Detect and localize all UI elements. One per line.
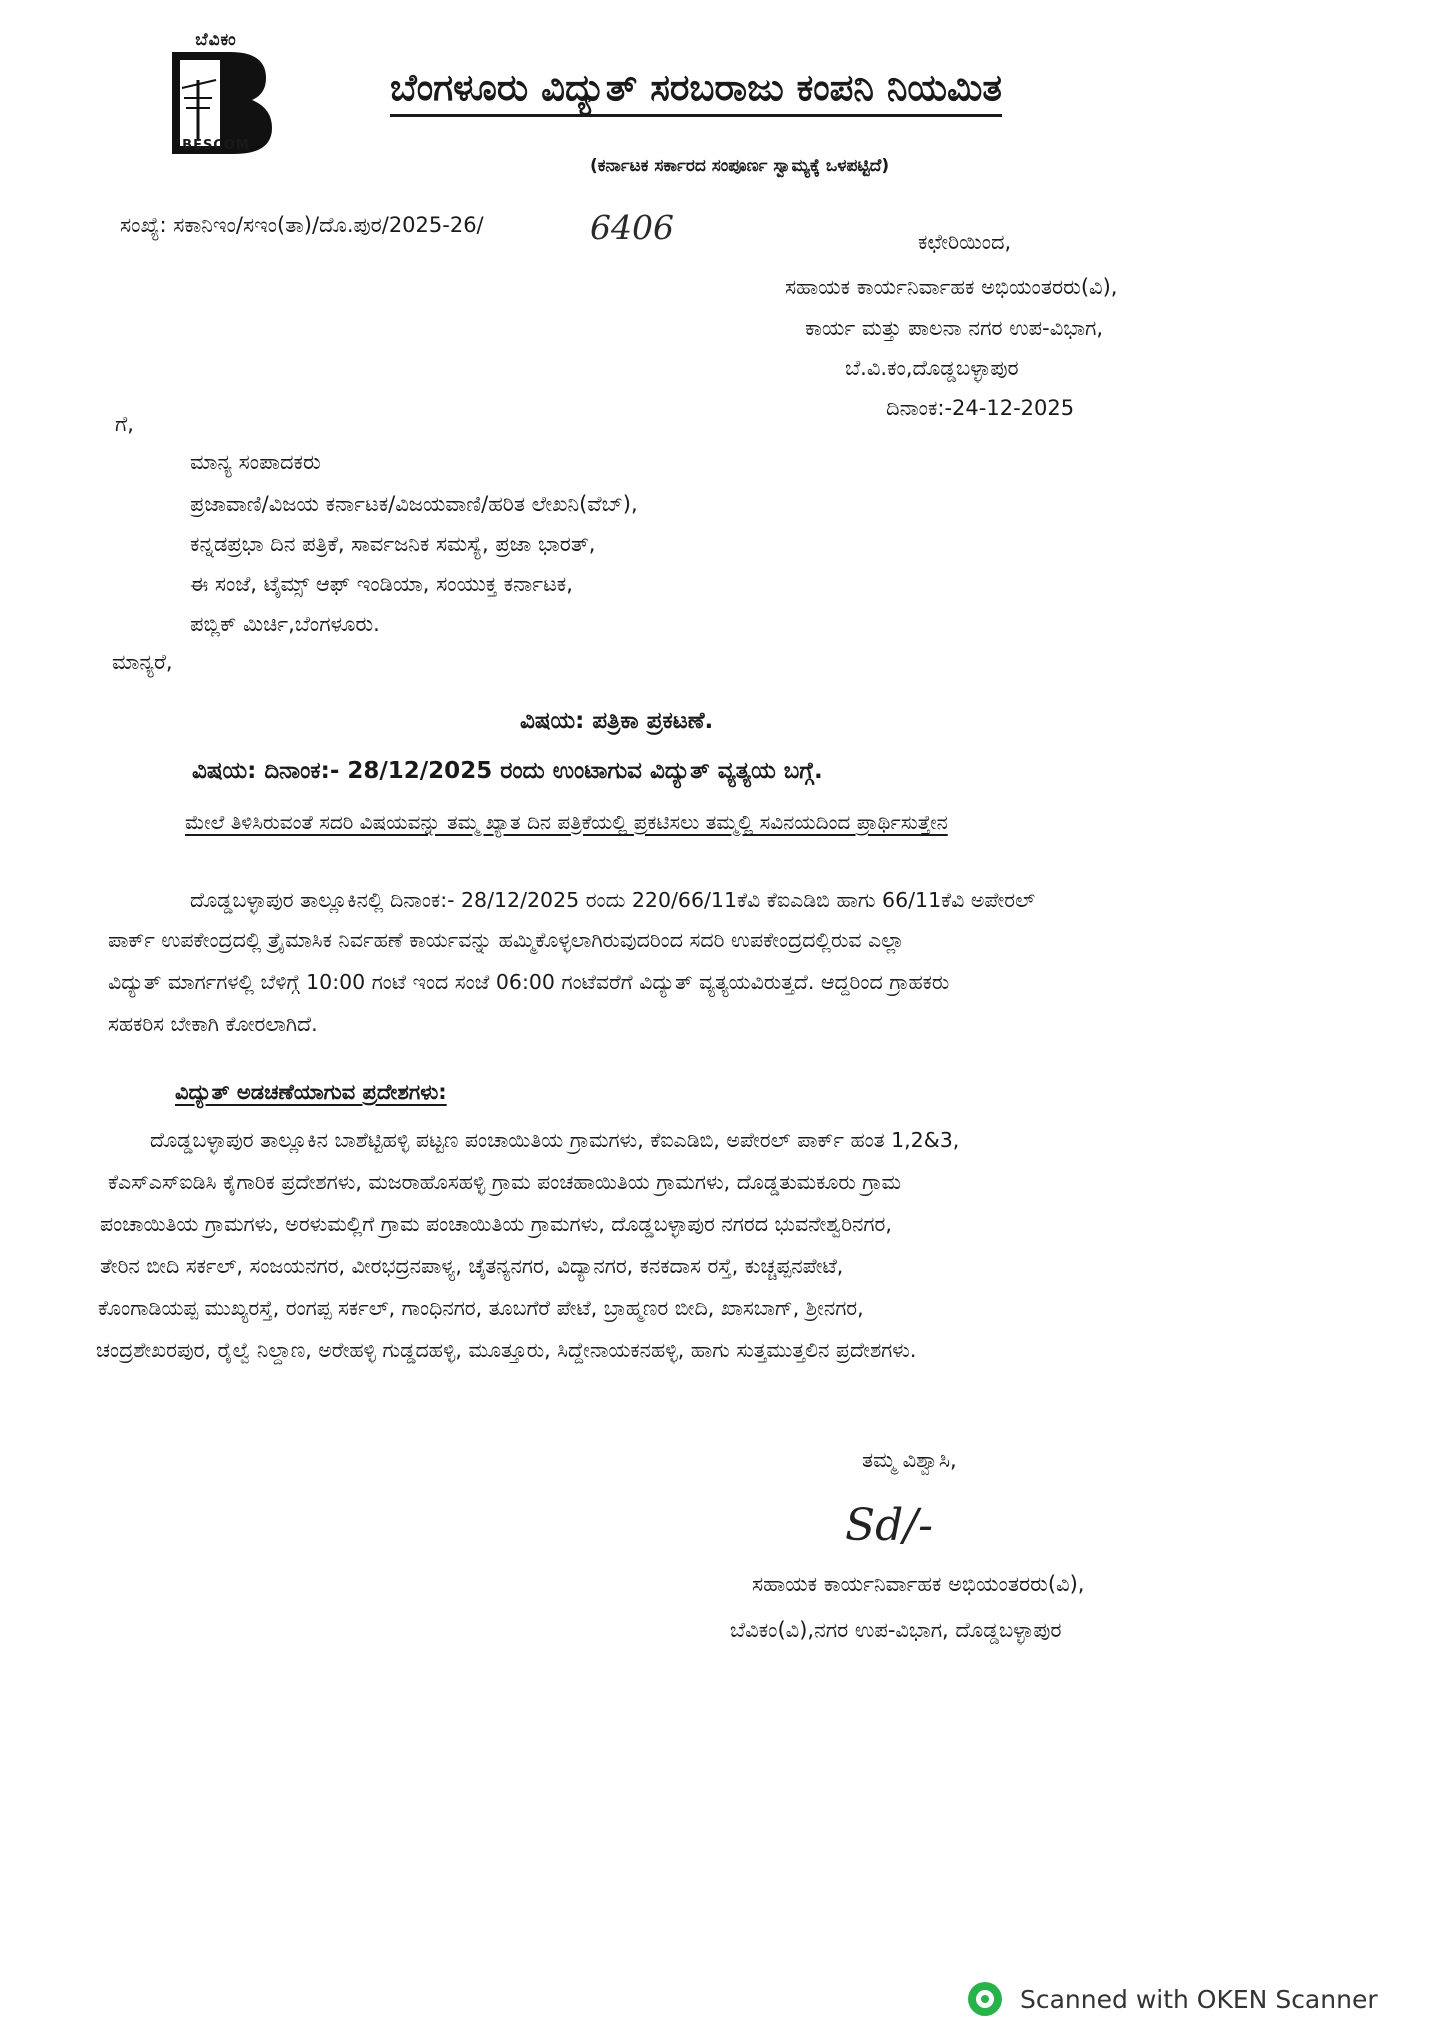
from-subdivision: ಕಾರ್ಯ ಮತ್ತು ಪಾಲನಾ ನಗರ ಉಪ-ವಿಭಾಗ,: [805, 316, 1104, 340]
area-line: ಕೆಎಸ್ಎಸ್ಐಡಿಸಿ ಕೈಗಾರಿಕ ಪ್ರದೇಶಗಳು, ಮಜರಾಹೊಸಹಳ್ಳಿ ಗ್ರಾಮ ಪಂಚಹಾಯಿತಿಯ ಗ್ರಾಮಗಳು, ದೊಡ್ಡತುಮಕೂರು ಗ್ರಾಮ: [108, 1170, 901, 1194]
scanner-watermark: [968, 1982, 1378, 2016]
body-line: ಪಾರ್ಕ್ ಉಪಕೇಂದ್ರದಲ್ಲಿ ತ್ರೈಮಾಸಿಕ ನಿರ್ವಹಣೆ ಕಾರ್ಯವನ್ನು ಹಮ್ಮಿಕೊಳ್ಳಲಾಗಿರುವುದರಿಂದ ಸದರಿ ಉಪಕೇಂದ್ರದಲ್ಲಿರುವ ಎಲ್ಲಾ: [108, 928, 905, 952]
from-office: ಕಛೇರಿಯಿಂದ,: [918, 230, 1012, 254]
subject-line-2: ವಿಷಯ: ದಿನಾಂಕ:- 28/12/2025 ರಂದು ಉಂಟಾಗುವ ವಿದ್ಯುತ್ ವ್ಯತ್ಯಯ ಬಗ್ಗೆ.: [192, 758, 823, 784]
reference-number: 6406: [590, 208, 674, 247]
bescom-logo: [168, 30, 280, 156]
recipient-address: [190, 445, 638, 641]
from-designation: ಸಹಾಯಕ ಕಾರ್ಯನಿರ್ವಾಹಕ ಅಭಿಯಂತರರು(ವಿ),: [785, 275, 1118, 299]
recipient-line: ಪ್ರಜಾವಾಣಿ/ವಿಜಯ ಕರ್ನಾಟಕ/ವಿಜಯವಾಣಿ/ಹರಿತ ಲೇಖನಿ(ವೆಬ್),: [190, 492, 638, 516]
area-line: ತೇರಿನ ಬೀದಿ ಸರ್ಕಲ್, ಸಂಜಯನಗರ, ವೀರಭದ್ರನಪಾಳ್ಯ, ಚೈತನ್ಯನಗರ, ವಿದ್ಯಾನಗರ, ಕನಕದಾಸ ರಸ್ತೆ, ಕುಚ್ಚಪ್ಪನಪೇಟೆ,: [100, 1254, 844, 1278]
recipient-line: ಕನ್ನಡಪ್ರಭಾ ದಿನ ಪತ್ರಿಕೆ, ಸಾರ್ವಜನಿಕ ಸಮಸ್ಯೆ, ಪ್ರಜಾ ಭಾರತ್,: [190, 532, 596, 556]
signatory-office: ಬೆವಿಕಂ(ವಿ),ನಗರ ಉಪ-ವಿಭಾಗ, ದೊಡ್ಡಬಳ್ಳಾಪುರ: [730, 1618, 1062, 1642]
logo-bottom-text: BESCOM: [182, 138, 250, 153]
to-label: ಗೆ,: [115, 412, 134, 436]
publication-request: ಮೇಲೆ ತಿಳಿಸಿರುವಂತೆ ಸದರಿ ವಿಷಯವನ್ನು ತಮ್ಮ ಖ್ಯಾತ ದಿನ ಪತ್ರಿಕೆಯಲ್ಲಿ ಪ್ರಕಟಿಸಲು ತಮ್ಮಲ್ಲಿ ಸವಿನಯದಿಂದ ಪ್ರಾರ್ಥಿಸುತ್ತೇನ: [185, 810, 948, 834]
logo-top-text: ಬೆವಿಕಂ: [195, 30, 237, 50]
letter-date: ದಿನಾಂಕ:-24-12-2025: [886, 396, 1075, 420]
recipient-line: ಪಬ್ಲಿಕ್ ಮಿರ್ಚಿ,ಬೆಂಗಳೂರು.: [190, 612, 380, 636]
recipient-line: ಈ ಸಂಜೆ, ಟೈಮ್ಸ್ ಆಫ್ ಇಂಡಿಯಾ, ಸಂಯುಕ್ತ ಕರ್ನಾಟಕ,: [190, 572, 573, 596]
from-location: ಬೆ.ವಿ.ಕಂ,ದೊಡ್ಡಬಳ್ಳಾಪುರ: [845, 356, 1019, 380]
area-line: ಚಂದ್ರಶೇಖರಪುರ, ರೈಲ್ವೆ ನಿಲ್ದಾಣ, ಅರೇಹಳ್ಳಿ ಗುಡ್ಡದಹಳ್ಳಿ, ಮೂತ್ತೂರು, ಸಿದ್ದೇನಾಯಕನಹಳ್ಳಿ, ಹಾಗು ಸುತ್ತಮುತ್ತಲಿನ ಪ್ರದೇಶಗಳು.: [96, 1338, 917, 1362]
area-line: ಪಂಚಾಯಿತಿಯ ಗ್ರಾಮಗಳು, ಅರಳುಮಲ್ಲಿಗೆ ಗ್ರಾಮ ಪಂಚಾಯಿತಿಯ ಗ್ರಾಮಗಳು, ದೊಡ್ಡಬಳ್ಳಾಪುರ ನಗರದ ಭುವನೇಶ್ವರಿನಗರ,: [100, 1212, 892, 1236]
area-line: ದೊಡ್ಡಬಳ್ಳಾಪುರ ತಾಲ್ಲೂಕಿನ ಬಾಶೆಟ್ಟಿಹಳ್ಳಿ ಪಟ್ಟಣ ಪಂಚಾಯಿತಿಯ ಗ್ರಾಮಗಳು, ಕೆಐಎಡಿಬಿ, ಅಪೇರಲ್ ಪಾರ್ಕ್ ಹಂತ 1,2&3,: [150, 1128, 960, 1152]
company-name: ಬೆಂಗಳೂರು ವಿದ್ಯುತ್ ಸರಬರಾಜು ಕಂಪನಿ ನಿಯಮಿತ: [390, 66, 1002, 117]
body-line: ದೊಡ್ಡಬಳ್ಳಾಪುರ ತಾಲ್ಲೂಕಿನಲ್ಲಿ ದಿನಾಂಕ:- 28/12/2025 ರಂದು 220/66/11ಕೆವಿ ಕೆಐಎಡಿಬಿ ಹಾಗು 66/11ಕೆವಿ ಅಪೇರಲ್: [190, 888, 1036, 912]
yours-faithfully: ತಮ್ಮ ವಿಶ್ವಾಸಿ,: [862, 1448, 957, 1472]
reference-prefix: ಸಂಖ್ಯೆ: ಸಕಾನಿಇಂ/ಸಇಂ(ತಾ)/ದೊ.ಪುರ/2025-26/: [120, 213, 484, 237]
scanner-watermark-text: Scanned with OKEN Scanner: [1020, 1984, 1378, 2014]
govt-ownership-note: (ಕರ್ನಾಟಕ ಸರ್ಕಾರದ ಸಂಪೂರ್ಣ ಸ್ವಾಮ್ಯಕ್ಕೆ ಒಳಪಟ್ಟಿದೆ): [590, 156, 890, 176]
oken-scanner-icon: [968, 1982, 1002, 2016]
body-line: ಸಹಕರಿಸ ಬೇಕಾಗಿ ಕೋರಲಾಗಿದೆ.: [108, 1012, 318, 1036]
affected-areas-heading: ವಿದ್ಯುತ್ ಅಡಚಣೆಯಾಗುವ ಪ್ರದೇಶಗಳು:: [175, 1080, 447, 1104]
area-line: ಕೊಂಗಾಡಿಯಪ್ಪ ಮುಖ್ಯರಸ್ತೆ, ರಂಗಪ್ಪ ಸರ್ಕಲ್, ಗಾಂಧಿನಗರ, ತೂಬಗೆರೆ ಪೇಟೆ, ಬ್ರಾಹ್ಮಣರ ಬೀದಿ, ಖಾಸಬಾಗ್, ಶ್ರೀನಗರ,: [98, 1296, 864, 1320]
subject-line-1: ವಿಷಯ: ಪತ್ರಿಕಾ ಪ್ರಕಟಣೆ.: [520, 708, 714, 734]
signature: Sd/-: [845, 1500, 933, 1551]
salutation: ಮಾನ್ಯರೆ,: [112, 650, 173, 674]
recipient-line: ಮಾನ್ಯ ಸಂಪಾದಕರು: [190, 450, 321, 474]
body-line: ವಿದ್ಯುತ್ ಮಾರ್ಗಗಳಲ್ಲಿ ಬೆಳಿಗ್ಗೆ 10:00 ಗಂಟೆ ಇಂದ ಸಂಜೆ 06:00 ಗಂಟೆವರೆಗೆ ವಿದ್ಯುತ್ ವ್ಯತ್ಯಯವಿರುತ್ತದೆ. ಆದ್ದರಿಂದ ಗ್ರಾಹಕರು: [108, 970, 950, 994]
signatory-title: ಸಹಾಯಕ ಕಾರ್ಯನಿರ್ವಾಹಕ ಅಭಿಯಂತರರು(ವಿ),: [752, 1572, 1085, 1596]
